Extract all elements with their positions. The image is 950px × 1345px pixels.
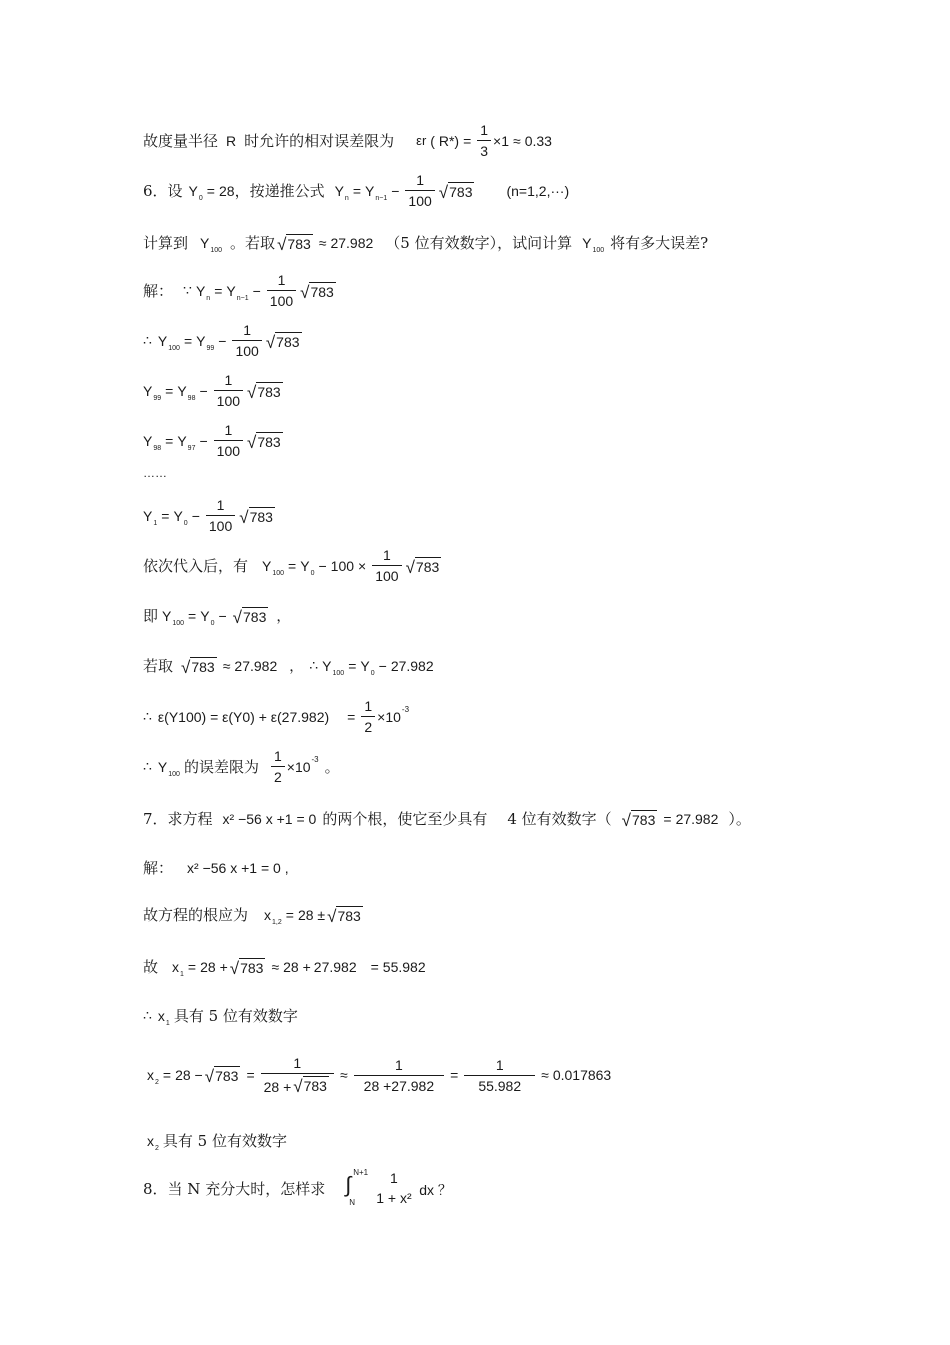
integral: ∫ N+1 N 1 1 + x² dx ？ <box>345 1168 452 1207</box>
text: ，按递推公式 <box>234 182 325 200</box>
n-range: (n=1,2,···) <box>506 182 570 199</box>
problem-6-question: 计算到 $Y_{100}$ 。若取 √ 783 ≈ 27.982 （5 位有效数字），试问计算 $Y_{100}$ 将有多大误差? <box>143 234 709 254</box>
epsilon-expr: ε(Y100) = ε(Y0) + ε(27.982) <box>157 708 330 725</box>
problem-7: 7．求方程 x² −56 x +1 = 0 的两个根，使它至少具有 4 位有效数字（ √ 783 = 27.982 ）。 <box>143 810 751 830</box>
x1-line: 故 $x_1$ = 28 + √ 783 ≈ 28 + 27.982 = 55.982 <box>143 958 426 978</box>
equation: x² −56 x +1 = 0 <box>222 810 317 827</box>
solution-line-3: $Y_{99}$ = $Y_{98}$ − $\frac{1}{100}$ √ 783 <box>143 372 281 409</box>
label: 解： <box>143 859 174 877</box>
text: 4 位有效数字（ <box>507 810 612 828</box>
text: 故方程的根应为 <box>143 906 249 924</box>
text: 的两个根，使它至少具有 <box>322 810 488 828</box>
roots-line: 故方程的根应为 $x_{1,2}$ = 28 ± √ 783 <box>143 906 361 926</box>
text: 依次代入后，有 <box>143 557 249 575</box>
solution-line-1: 解： ∵ $Y_n$ = $Y_{n-1}$ − $\frac{1}{100}$ √ 783 <box>143 272 334 309</box>
label: 8．当 N 充分大时，怎样求 <box>143 1179 326 1198</box>
text: 若取 <box>143 657 174 675</box>
label: 解： <box>143 282 174 300</box>
problem-6: 6．设 $Y_0$ = 28 ，按递推公式 $Y_n$ = $Y_{n-1}$ − $\frac{1}{100}$ √ 783 (n=1,2,···) <box>143 172 570 209</box>
text: 故度量半径 <box>143 132 219 150</box>
result: 0.33 <box>524 132 552 149</box>
solution-line-4: $Y_{98}$ = $Y_{97}$ − $\frac{1}{100}$ √ 783 <box>143 422 281 459</box>
text: 时允许的相对误差限为 <box>244 132 395 150</box>
epsilon-r: εr <box>416 133 427 148</box>
text: 即 <box>143 607 159 625</box>
p7-solution <box>143 857 289 878</box>
ji-line: 即 $Y_{100}$ = $Y_0$ − √ 783 ， <box>143 607 291 627</box>
text: 计算到 <box>143 234 189 252</box>
ruoqu-line: 若取 √ 783 ≈ 27.982 ， ∴ $Y_{100}$ = $Y_0$ − 27.982 <box>143 657 434 677</box>
text: 将有多大误差? <box>610 234 709 252</box>
value: 28 <box>218 182 235 199</box>
solution-line-2: ∴ $Y_{100}$ = $Y_{99}$ − $\frac{1}{100}$ √ 783 <box>143 322 300 359</box>
label: 6．设 <box>143 182 183 200</box>
text: 故 <box>143 958 159 976</box>
solution-line-5: $Y_1$ = $Y_0$ − $\frac{1}{100}$ √ 783 <box>143 497 273 534</box>
x2-sig-line: $x_2$ 具有 5 位有效数字 <box>147 1132 287 1152</box>
fraction: $\frac{1}{3}$ <box>477 122 491 159</box>
sqrt: √ 783 <box>438 182 473 202</box>
x2-line: $x_2$ = 28 − √ 783 = 1 28 + √ 783 ≈ $\frac{1}{28 +27.982}$ = $\frac{1}{55.982}$ ≈ 0.017863 <box>147 1055 612 1096</box>
approx: 27.982 <box>330 234 374 251</box>
text: （5 位有效数字），试问计算 <box>385 234 573 252</box>
text: 具有 5 位有效数字 <box>162 1132 287 1150</box>
line-relative-error: 故度量半径 R 时允许的相对误差限为 εr ( R*) = $\frac{1}{3}$ ×1 ≈ 0.33 <box>143 122 552 159</box>
text: 。若取 <box>230 234 276 252</box>
substitution-line: 依次代入后，有 $Y_{100}$ = $Y_0$ − 100 × $\frac{1}{100}$ √ 783 <box>143 547 440 584</box>
arg: ( R*) <box>430 132 460 149</box>
x1-sig-line: ∴ $x_1$ 具有 5 位有效数字 <box>143 1007 298 1027</box>
fraction: $\frac{1}{100}$ <box>405 172 434 209</box>
problem-8 <box>143 1168 453 1208</box>
ellipsis: …… <box>143 466 167 480</box>
label: 7．求方程 <box>143 810 213 828</box>
epsilon-line: ∴ ε(Y100) = ε(Y0) + ε(27.982) = $\frac{1}{2}$ ×10 -3 <box>143 698 410 735</box>
equation: x² −56 x +1 = 0 , <box>187 859 289 876</box>
error-bound-line: ∴ $Y_{100}$ 的误差限为 $\frac{1}{2}$ ×10 -3 。 <box>143 748 340 785</box>
text: 的误差限为 <box>183 758 259 776</box>
var-r: R <box>226 132 237 149</box>
expr: ×1 <box>493 132 510 149</box>
text: 具有 5 位有效数字 <box>173 1007 298 1025</box>
